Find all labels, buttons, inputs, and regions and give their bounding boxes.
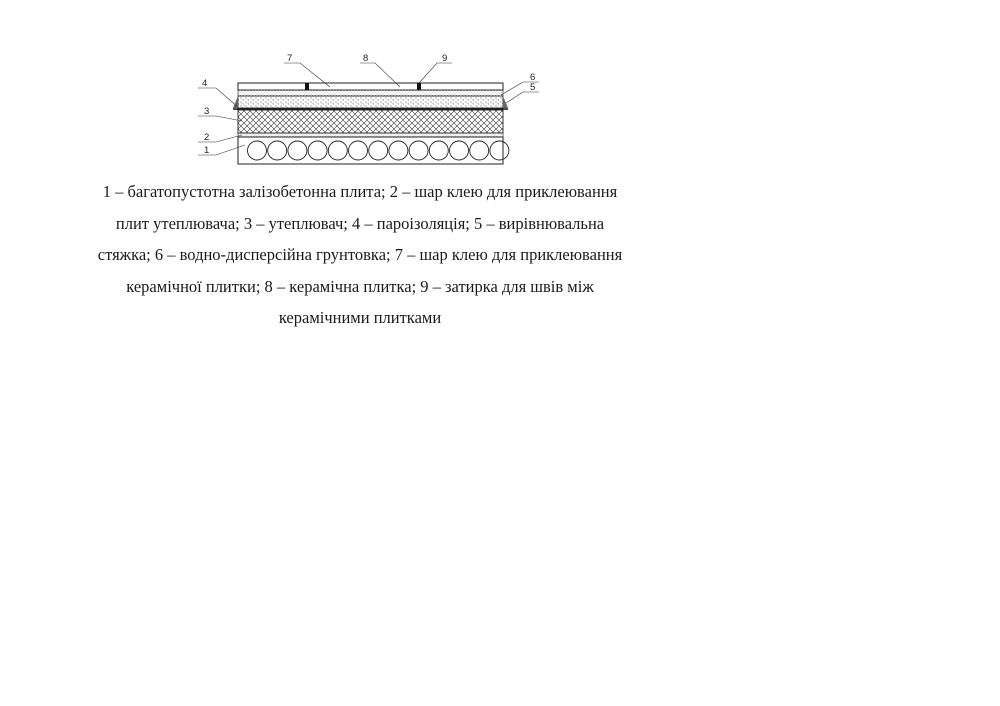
callout-3: 3 <box>204 106 210 117</box>
callout-2: 2 <box>204 132 210 143</box>
caption-line: плит утеплювача; 3 – утеплювач; 4 – пароізоляція; 5 – вирівнювальна <box>115 213 605 233</box>
layer-insulation-adhesive <box>238 133 503 137</box>
layer-levelling-screed <box>238 96 503 108</box>
caption-line: стяжка; 6 – водно-дисперсійна грунтовка; 7 – шар клею для приклеювання <box>97 245 623 264</box>
floor-section-diagram <box>190 45 550 170</box>
callout-8: 8 <box>363 53 369 64</box>
caption-line: керамічної плитки; 8 – керамічна плитка; 9 – затирка для швів між <box>126 276 594 296</box>
callout-6: 6 <box>530 72 536 83</box>
callout-4: 4 <box>202 78 208 89</box>
grout-joint-left <box>305 83 309 90</box>
caption-line: керамічними плитками <box>278 308 442 327</box>
callout-9: 9 <box>442 53 448 64</box>
grout-joint-right <box>417 83 421 90</box>
leader-9 <box>419 63 452 83</box>
callout-5: 5 <box>530 82 536 93</box>
callout-1: 1 <box>204 145 210 156</box>
layer-tile-adhesive <box>238 90 503 96</box>
layer-ceramic-tile <box>238 83 503 90</box>
caption-line: 1 – багатопустотна залізобетонна плита; 2 – шар клею для приклеювання <box>102 182 618 201</box>
callout-7: 7 <box>287 53 293 64</box>
figure-caption <box>60 176 660 334</box>
leader-5 <box>506 92 539 103</box>
layer-insulation <box>238 110 503 133</box>
